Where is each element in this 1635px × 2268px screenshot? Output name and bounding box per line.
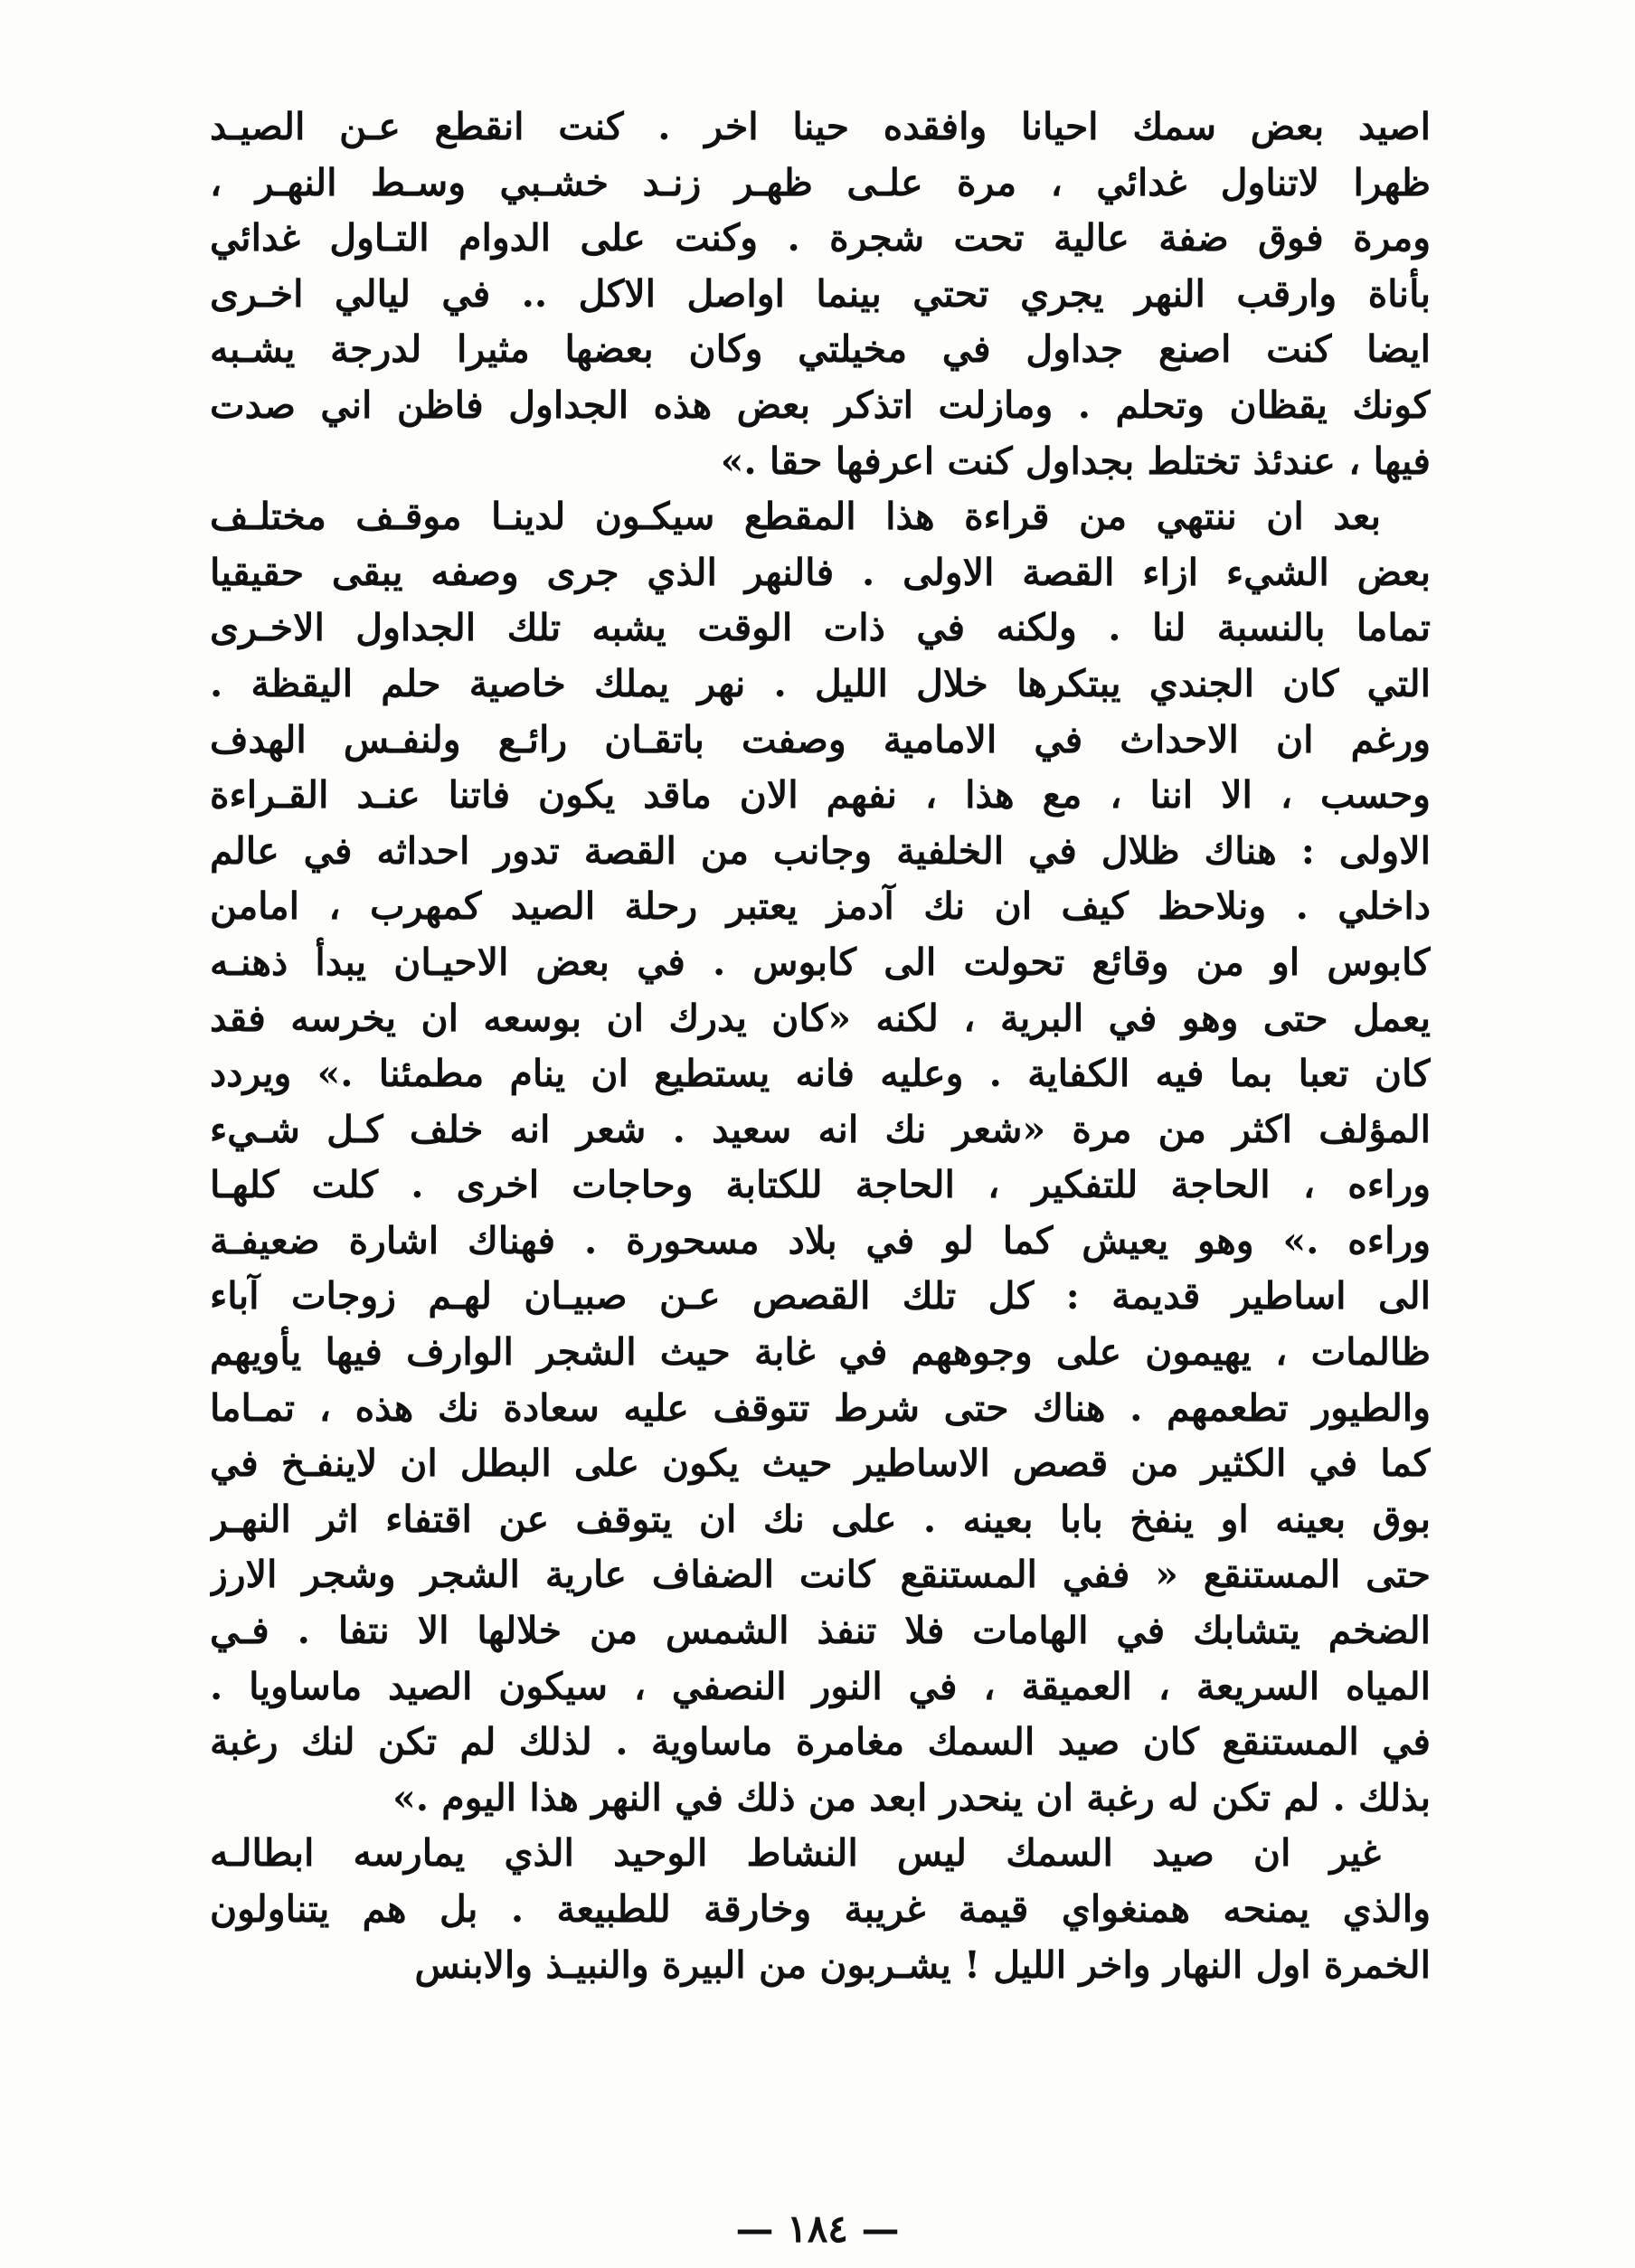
text-line: ايضا كنت اصنع جداول في مخيلتي وكان بعضها مثيرا لدرجة يشـبه <box>210 327 1431 372</box>
text-line: ظالمات ، يهيمون على وجوههم في غابة حيث الشجر الوارف فيها يأويهم <box>210 1330 1431 1375</box>
text-line: كان تعبا بما فيه الكفاية . وعليه فانه يستطيع ان ينام مطمئنا .» ويردد <box>210 1052 1431 1096</box>
text-line: بعض الشيء ازاء القصة الاولى . فالنهر الذي جرى وصفه يبقى حقيقيا <box>210 550 1431 594</box>
text-line: بأناة وارقب النهر يجري تحتي بينما اواصل الاكل .. في ليالي اخـرى <box>210 271 1431 316</box>
text-line: ورغم ان الاحداث في الامامية وصفت باتقـان رائـع ولنفـس الهدف <box>210 717 1431 761</box>
text-line: فيها ، عندئذ تختلط بجداول كنت اعرفها حقا .» <box>720 439 1431 483</box>
text-line: والذي يمنحه همنغواي قيمة غريبة وخارقة للطبيعة . بل هم يتناولون <box>210 1887 1431 1931</box>
text-line: الاولى : هناك ظلال في الخلفية وجانب من القصة تدور احداثه في عالم <box>210 828 1431 873</box>
text-line: بوق بعينه او ينفخ بابا بعينه . على نك ان يتوقف عن اقتفاء اثر النهـر <box>210 1497 1431 1541</box>
text-line: غير ان صيد السمك ليس النشاط الوحيد الذي يمارسه ابطالـه <box>210 1831 1381 1876</box>
text-line: حتى المستنقع « ففي المستنقع كانت الضفاف عارية الشجر وشجر الارز <box>210 1553 1431 1597</box>
text-line: الضخم يتشابك في الهامات فلا تنفذ الشمس من خلالها الا نتفا . فـي <box>210 1609 1431 1653</box>
text-line: كما في الكثير من قصص الاساطير حيث يكون على البطل ان لاينفـخ في <box>210 1441 1431 1486</box>
text-line: داخلي . ونلاحظ كيف ان نك آدمز يعتبر رحلة الصيد كمهرب ، امامن <box>210 884 1431 929</box>
text-line: اصيد بعض سمك احيانا وافقده حينا اخر . كنت انقطع عـن الصيـد <box>210 105 1431 148</box>
text-line: الخمرة اول النهار واخر الليل ! يشـربون من البيرة والنبيـذ والابنس <box>414 1942 1431 1987</box>
text-line: بعد ان ننتهي من قراءة هذا المقطع سيكـون لدينـا موقـف مختلـف <box>210 495 1381 539</box>
text-line: المياه السريعة ، العميقة ، في النور النصفي ، سيكون الصيد ماساويا . <box>210 1664 1431 1708</box>
text-line: كونك يقظان وتحلم . ومازلت اتذكر بعض هذه الجداول فاظن اني صدت <box>210 383 1431 427</box>
body-text <box>210 99 1431 1993</box>
text-line: وحسب ، الا اننا ، مع هذا ، نفهم الان ماقد يكون فاتنا عنـد القـراءة <box>210 773 1431 817</box>
text-line: ومرة فوق ضفة عالية تحت شجرة . وكنت على الدوام التـاول غدائي <box>210 216 1431 260</box>
text-line: الى اساطير قديمة : كل تلك القصص عـن صبيـان لهـم زوجات آباء <box>210 1274 1431 1318</box>
text-line: وراءه .» وهو يعيش كما لو في بلاد مسحورة . فهناك اشارة ضعيفـة <box>210 1218 1431 1262</box>
text-line: يعمل حتى وهو في البرية ، لكنه «كان يدرك ان بوسعه ان يخرسه فقد <box>210 996 1431 1040</box>
text-line: المؤلف اكثر من مرة «شعر نك انه سعيد . شعر انه خلف كـل شـيء <box>210 1107 1431 1151</box>
text-line: تماما بالنسبة لنا . ولكنه في ذات الوقت يشبه تلك الجداول الاخـرى <box>210 606 1431 650</box>
text-line: في المستنقع كان صيد السمك مغامرة ماساوية . لذلك لم تكن لنك رغبة <box>210 1720 1431 1764</box>
text-line: والطيور تطعمهم . هناك حتى شرط تتوقف عليه سعادة نك هذه ، تمـاما <box>210 1385 1431 1430</box>
text-line: وراءه ، الحاجة للتفكير ، الحاجة للكتابة وحاجات اخرى . كلت كلهـا <box>210 1163 1431 1207</box>
text-line: بذلك . لم تكن له رغبة ان ينحدر ابعد من ذلك في النهر هذا اليوم .» <box>392 1775 1431 1819</box>
text-line: ظهرا لاتناول غدائي ، مرة علـى ظهـر زنـد خشـبي وسـط النهـر ، <box>210 160 1431 204</box>
text-line: التي كان الجندي يبتكرها خلال الليل . نهر يملك خاصية حلم اليقظة . <box>210 661 1431 705</box>
page-number: — ١٨٤ — <box>735 2207 900 2251</box>
text-line: كابوس او من وقائع تحولت الى كابوس . في بعض الاحيـان يبدأ ذهنـه <box>210 940 1431 984</box>
